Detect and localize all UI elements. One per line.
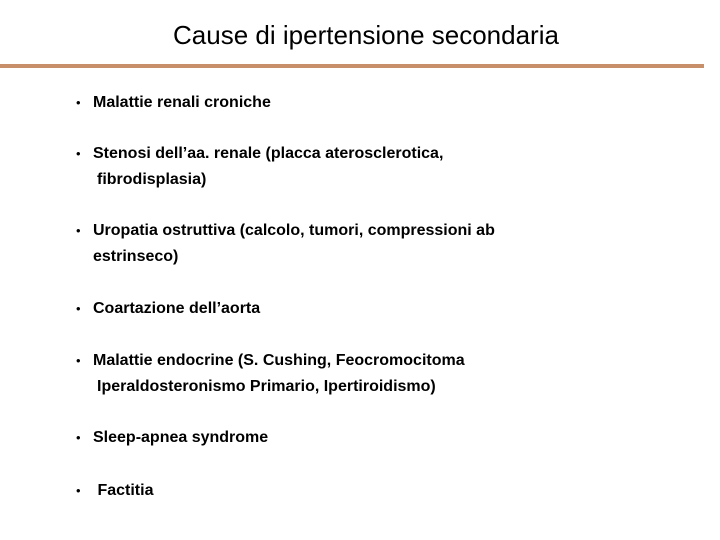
bullet-text: Stenosi dell’aa. renale (placca aterosclerotica, <box>93 145 444 162</box>
bullet-text: Uropatia ostruttiva (calcolo, tumori, compressioni ab <box>93 222 495 239</box>
bullet-dot-icon: • <box>76 223 81 238</box>
bullet-item <box>76 478 676 504</box>
bullet-text-continuation: estrinseco) <box>93 248 179 265</box>
bullet-item <box>76 90 676 116</box>
bullet-item <box>76 425 676 451</box>
bullet-dot-icon: • <box>76 95 81 110</box>
slide-title: Cause di ipertensione secondaria <box>173 20 559 50</box>
bullet-item <box>76 296 676 322</box>
bullet-dot-icon: • <box>76 483 81 498</box>
bullet-text: Sleep-apnea syndrome <box>93 429 269 446</box>
bullet-text: Coartazione dell’aorta <box>93 300 261 317</box>
bullet-text: Malattie endocrine (S. Cushing, Feocromocitoma <box>93 352 465 369</box>
bullet-text: Factitia <box>93 482 154 499</box>
title-underline <box>0 64 704 68</box>
bullet-dot-icon: • <box>76 146 81 161</box>
bullet-text-continuation: Iperaldosteronismo Primario, Ipertiroidismo) <box>97 378 436 395</box>
bullet-dot-icon: • <box>76 301 81 316</box>
bullet-dot-icon: • <box>76 430 81 445</box>
bullet-text-continuation: fibrodisplasia) <box>97 171 207 188</box>
bullet-item <box>76 141 676 193</box>
bullet-text: Malattie renali croniche <box>93 94 271 111</box>
bullet-dot-icon: • <box>76 353 81 368</box>
bullet-item <box>76 218 676 270</box>
bullet-item <box>76 348 676 400</box>
